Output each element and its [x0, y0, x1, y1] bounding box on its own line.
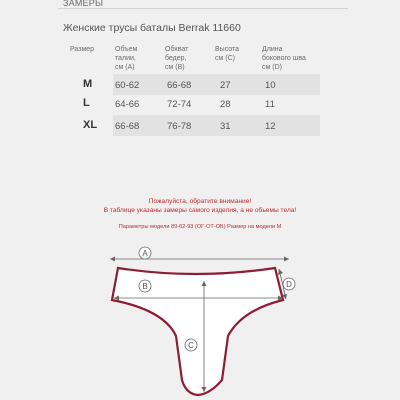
waist-cell: 64-66: [115, 99, 140, 110]
marker-c: [185, 339, 197, 351]
marker-b: [139, 280, 151, 292]
col-header-height: Высота см (C): [215, 46, 240, 62]
height-cell: 28: [220, 99, 231, 110]
hips-cell: 66-68: [167, 80, 192, 91]
col-header-size: Размер: [70, 46, 95, 53]
col-header-waist: Объем талии, см (A): [115, 46, 138, 71]
waist-cell: 60-62: [115, 80, 140, 91]
marker-a: [139, 247, 151, 259]
height-cell: 31: [220, 121, 231, 132]
waist-cell: 66-68: [115, 121, 140, 132]
svg-text:C: C: [188, 341, 194, 350]
side-cell: 10: [265, 80, 276, 91]
side-cell: 11: [265, 99, 275, 110]
product-title: Женские трусы баталы Berrak 11660: [63, 22, 241, 34]
hips-cell: 76-78: [167, 121, 192, 132]
svg-text:B: B: [142, 282, 148, 291]
size-cell: M: [83, 78, 93, 90]
col-header-hips: Обхват бедер, см (B): [165, 46, 189, 71]
svg-text:A: A: [142, 249, 148, 258]
notice-measurements: В таблице указаны замеры самого изделия, а не обьемы тела!: [103, 207, 297, 214]
svg-text:D: D: [286, 280, 292, 289]
marker-d: [283, 278, 295, 290]
notice-attention: Пожалуйста, обратите внимание!: [148, 198, 252, 205]
height-cell: 27: [220, 80, 231, 91]
side-cell: 12: [265, 121, 276, 132]
model-params: Параметры модели 89-62-93 (ОГ-ОТ-ОБ) Размер на модели М: [118, 224, 282, 230]
garment-outline: [112, 268, 283, 395]
section-label: ЗАМЕРЫ: [63, 0, 104, 8]
col-header-side: Длина бокового шва см (D): [262, 46, 306, 71]
size-cell: L: [83, 97, 90, 109]
hips-cell: 72-74: [167, 99, 192, 110]
size-cell: XL: [83, 119, 98, 131]
